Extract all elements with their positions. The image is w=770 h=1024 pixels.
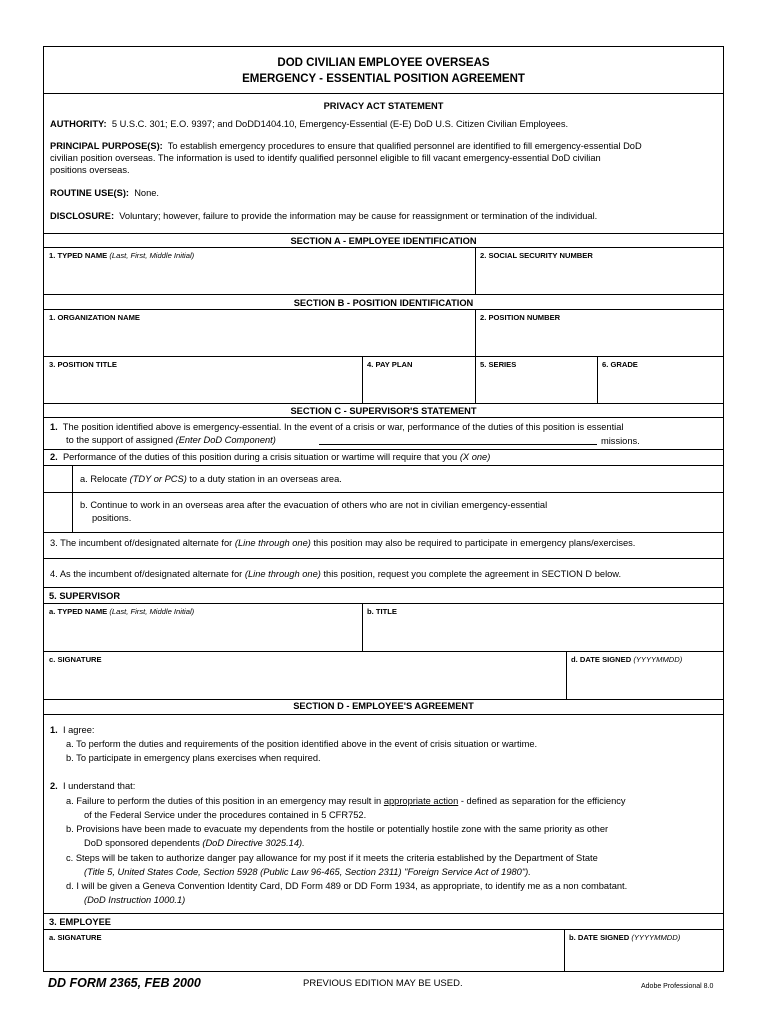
purpose-text-3: positions overseas.: [50, 165, 130, 175]
divider: [362, 603, 363, 651]
divider: [44, 603, 723, 604]
employee-date-field[interactable]: [569, 943, 719, 969]
section-a-heading: SECTION A - EMPLOYEE IDENTIFICATION: [290, 236, 477, 246]
understand-heading: 2. I understand that:: [50, 781, 136, 791]
purpose-line1: [50, 141, 642, 151]
dd-form-2365: [43, 46, 724, 972]
supervisor-date-label: d. DATE SIGNED (YYYYMMDD): [571, 655, 683, 664]
divider: [44, 93, 723, 94]
understand-item-a: a. Failure to perform the duties of this position in an emergency may result in appropriate action - defined as separation for the efficiency: [66, 796, 626, 806]
position-number-label: 2. POSITION NUMBER: [480, 313, 561, 322]
divider: [475, 247, 476, 294]
authority-text: 5 U.S.C. 301; E.O. 9397; and DoDD1404.10, Emergency-Essential (E-E) DoD U.S. Citizen Civilian Employees.: [111, 119, 569, 129]
divider: [44, 587, 723, 588]
divider: [597, 356, 598, 403]
divider: [44, 558, 723, 559]
supervisor-name-field[interactable]: [48, 617, 356, 647]
authority-label: AUTHORITY:: [50, 119, 107, 129]
divider: [44, 929, 723, 930]
privacy-heading: PRIVACY ACT STATEMENT: [323, 101, 444, 111]
supervisor-heading: 5. SUPERVISOR: [49, 591, 121, 601]
understand-item-d-line2: (DoD Instruction 1000.1): [84, 895, 186, 905]
purpose-label: PRINCIPAL PURPOSE(S):: [50, 141, 163, 151]
disclosure-text: Voluntary; however, failure to provide the information may be cause for reassignment or termination of the individual.: [119, 211, 598, 221]
option-b-continue: b. Continue to work in an overseas area after the evacuation of others who are not in civilian emergency-essential: [80, 500, 548, 510]
pay-plan-label: 4. PAY PLAN: [367, 360, 413, 369]
form-number: DD FORM 2365, FEB 2000: [48, 976, 201, 990]
statement-item-2: 2. Performance of the duties of this position during a crisis situation or wartime will require that you (X one): [50, 452, 491, 462]
statement-item-1: 1. The position identified above is emergency-essential. In the event of a crisis or war, performance of the duties of this position is essential: [50, 422, 624, 432]
divider: [44, 651, 723, 652]
dod-component-input[interactable]: [319, 444, 597, 445]
divider: [44, 699, 723, 700]
ssn-field[interactable]: [480, 261, 718, 291]
divider: [44, 294, 723, 295]
position-title-field[interactable]: [48, 370, 356, 400]
organization-name-field[interactable]: [48, 323, 468, 353]
form-title-line1: DOD CIVILIAN EMPLOYEE OVERSEAS: [277, 57, 490, 69]
divider: [44, 913, 723, 914]
option-a-relocate: a. Relocate (TDY or PCS) to a duty station in an overseas area.: [80, 474, 342, 484]
divider: [44, 714, 723, 715]
position-title-label: 3. POSITION TITLE: [49, 360, 117, 369]
grade-field[interactable]: [602, 370, 718, 400]
divider: [44, 247, 723, 248]
position-number-field[interactable]: [480, 323, 718, 353]
employee-signature-field[interactable]: [48, 943, 558, 969]
supervisor-name-label: a. TYPED NAME (Last, First, Middle Initial): [49, 607, 195, 616]
divider: [44, 532, 723, 533]
grade-label: 6. GRADE: [602, 360, 638, 369]
option-b-continue-line2: positions.: [92, 513, 132, 523]
understand-item-c-line2: (Title 5, United States Code, Section 5928 (Public Law 96-465, Section 2311) "Foreign Service Act of 1980").: [84, 867, 531, 877]
understand-item-b-line2: DoD sponsored dependents (DoD Directive 3025.14).: [84, 838, 305, 848]
missions-text: missions.: [601, 436, 640, 446]
understand-item-a-line2: of the Federal Service under the procedures contained in 5 CFR752.: [84, 810, 367, 820]
relocate-checkbox[interactable]: [44, 466, 72, 492]
disclosure-line: [50, 211, 597, 221]
divider: [72, 465, 73, 532]
software-note: Adobe Professional 8.0: [641, 983, 714, 990]
previous-edition-note: PREVIOUS EDITION MAY BE USED.: [303, 978, 463, 989]
authority-line: [50, 119, 568, 129]
employee-heading: 3. EMPLOYEE: [49, 917, 111, 927]
divider: [44, 465, 723, 466]
supervisor-date-field[interactable]: [571, 665, 719, 695]
employee-signature-label: a. SIGNATURE: [49, 933, 102, 942]
routine-text: None.: [134, 188, 160, 198]
statement-item-3: 3. The incumbent of/designated alternate for (Line through one) this position may also be required to participate in emergency plans/exercises.: [50, 538, 636, 548]
agree-item-b: b. To participate in emergency plans exercises when required.: [66, 753, 321, 763]
divider: [362, 356, 363, 403]
purpose-text-2: civilian position overseas. The information is used to identify qualified personnel eligible to fill vacant emergency-essential DoD civilian: [50, 153, 601, 163]
routine-label: ROUTINE USE(S):: [50, 188, 130, 198]
disclosure-label: DISCLOSURE:: [50, 211, 115, 221]
employee-name-field[interactable]: [48, 261, 468, 291]
agree-item-a: a. To perform the duties and requirements of the position identified above in the event of crisis situation or wartime.: [66, 739, 538, 749]
series-field[interactable]: [480, 370, 592, 400]
ssn-label: 2. SOCIAL SECURITY NUMBER: [480, 251, 593, 260]
section-b-heading: SECTION B - POSITION IDENTIFICATION: [293, 298, 474, 308]
supervisor-signature-label: c. SIGNATURE: [49, 655, 102, 664]
statement-item-1-line2: to the support of assigned (Enter DoD Component): [66, 435, 276, 445]
understand-item-c: c. Steps will be taken to authorize danger pay allowance for my post if it meets the criteria established by the Department of State: [66, 853, 598, 863]
divider: [44, 449, 723, 450]
divider: [44, 356, 723, 357]
supervisor-title-label: b. TITLE: [367, 607, 397, 616]
divider: [44, 233, 723, 234]
series-label: 5. SERIES: [480, 360, 517, 369]
divider: [44, 417, 723, 418]
divider: [44, 309, 723, 310]
section-c-heading: SECTION C - SUPERVISOR'S STATEMENT: [290, 406, 477, 416]
statement-item-4: 4. As the incumbent of/designated alternate for (Line through one) this position, request you complete the agreement in SECTION D below.: [50, 569, 622, 579]
organization-name-label: 1. ORGANIZATION NAME: [49, 313, 140, 322]
supervisor-signature-field[interactable]: [48, 665, 560, 695]
section-d-heading: SECTION D - EMPLOYEE'S AGREEMENT: [293, 701, 474, 711]
understand-item-d: d. I will be given a Geneva Convention Identity Card, DD Form 489 or DD Form 1934, as appropriate, to identify me as a non combatant.: [66, 881, 628, 891]
divider: [566, 651, 567, 699]
form-title-line2: EMERGENCY - ESSENTIAL POSITION AGREEMENT: [242, 73, 525, 85]
agree-heading: 1. I agree:: [50, 725, 95, 735]
typed-name-label: 1. TYPED NAME (Last, First, Middle Initial): [49, 251, 195, 260]
understand-item-b: b. Provisions have been made to evacuate my dependents from the hostile or potentially hostile zone with the same priority as other: [66, 824, 609, 834]
pay-plan-field[interactable]: [367, 370, 469, 400]
purpose-text-1: To establish emergency procedures to ensure that qualified personnel are identified to fill emergency-essential DoD: [167, 141, 642, 151]
appropriate-action-link: appropriate action: [383, 796, 459, 806]
divider: [44, 403, 723, 404]
employee-date-label: b. DATE SIGNED (YYYYMMDD): [569, 933, 681, 942]
continue-checkbox[interactable]: [44, 493, 72, 531]
divider: [44, 492, 723, 493]
divider: [564, 929, 565, 972]
supervisor-title-field[interactable]: [367, 617, 719, 647]
routine-line: [50, 188, 159, 198]
